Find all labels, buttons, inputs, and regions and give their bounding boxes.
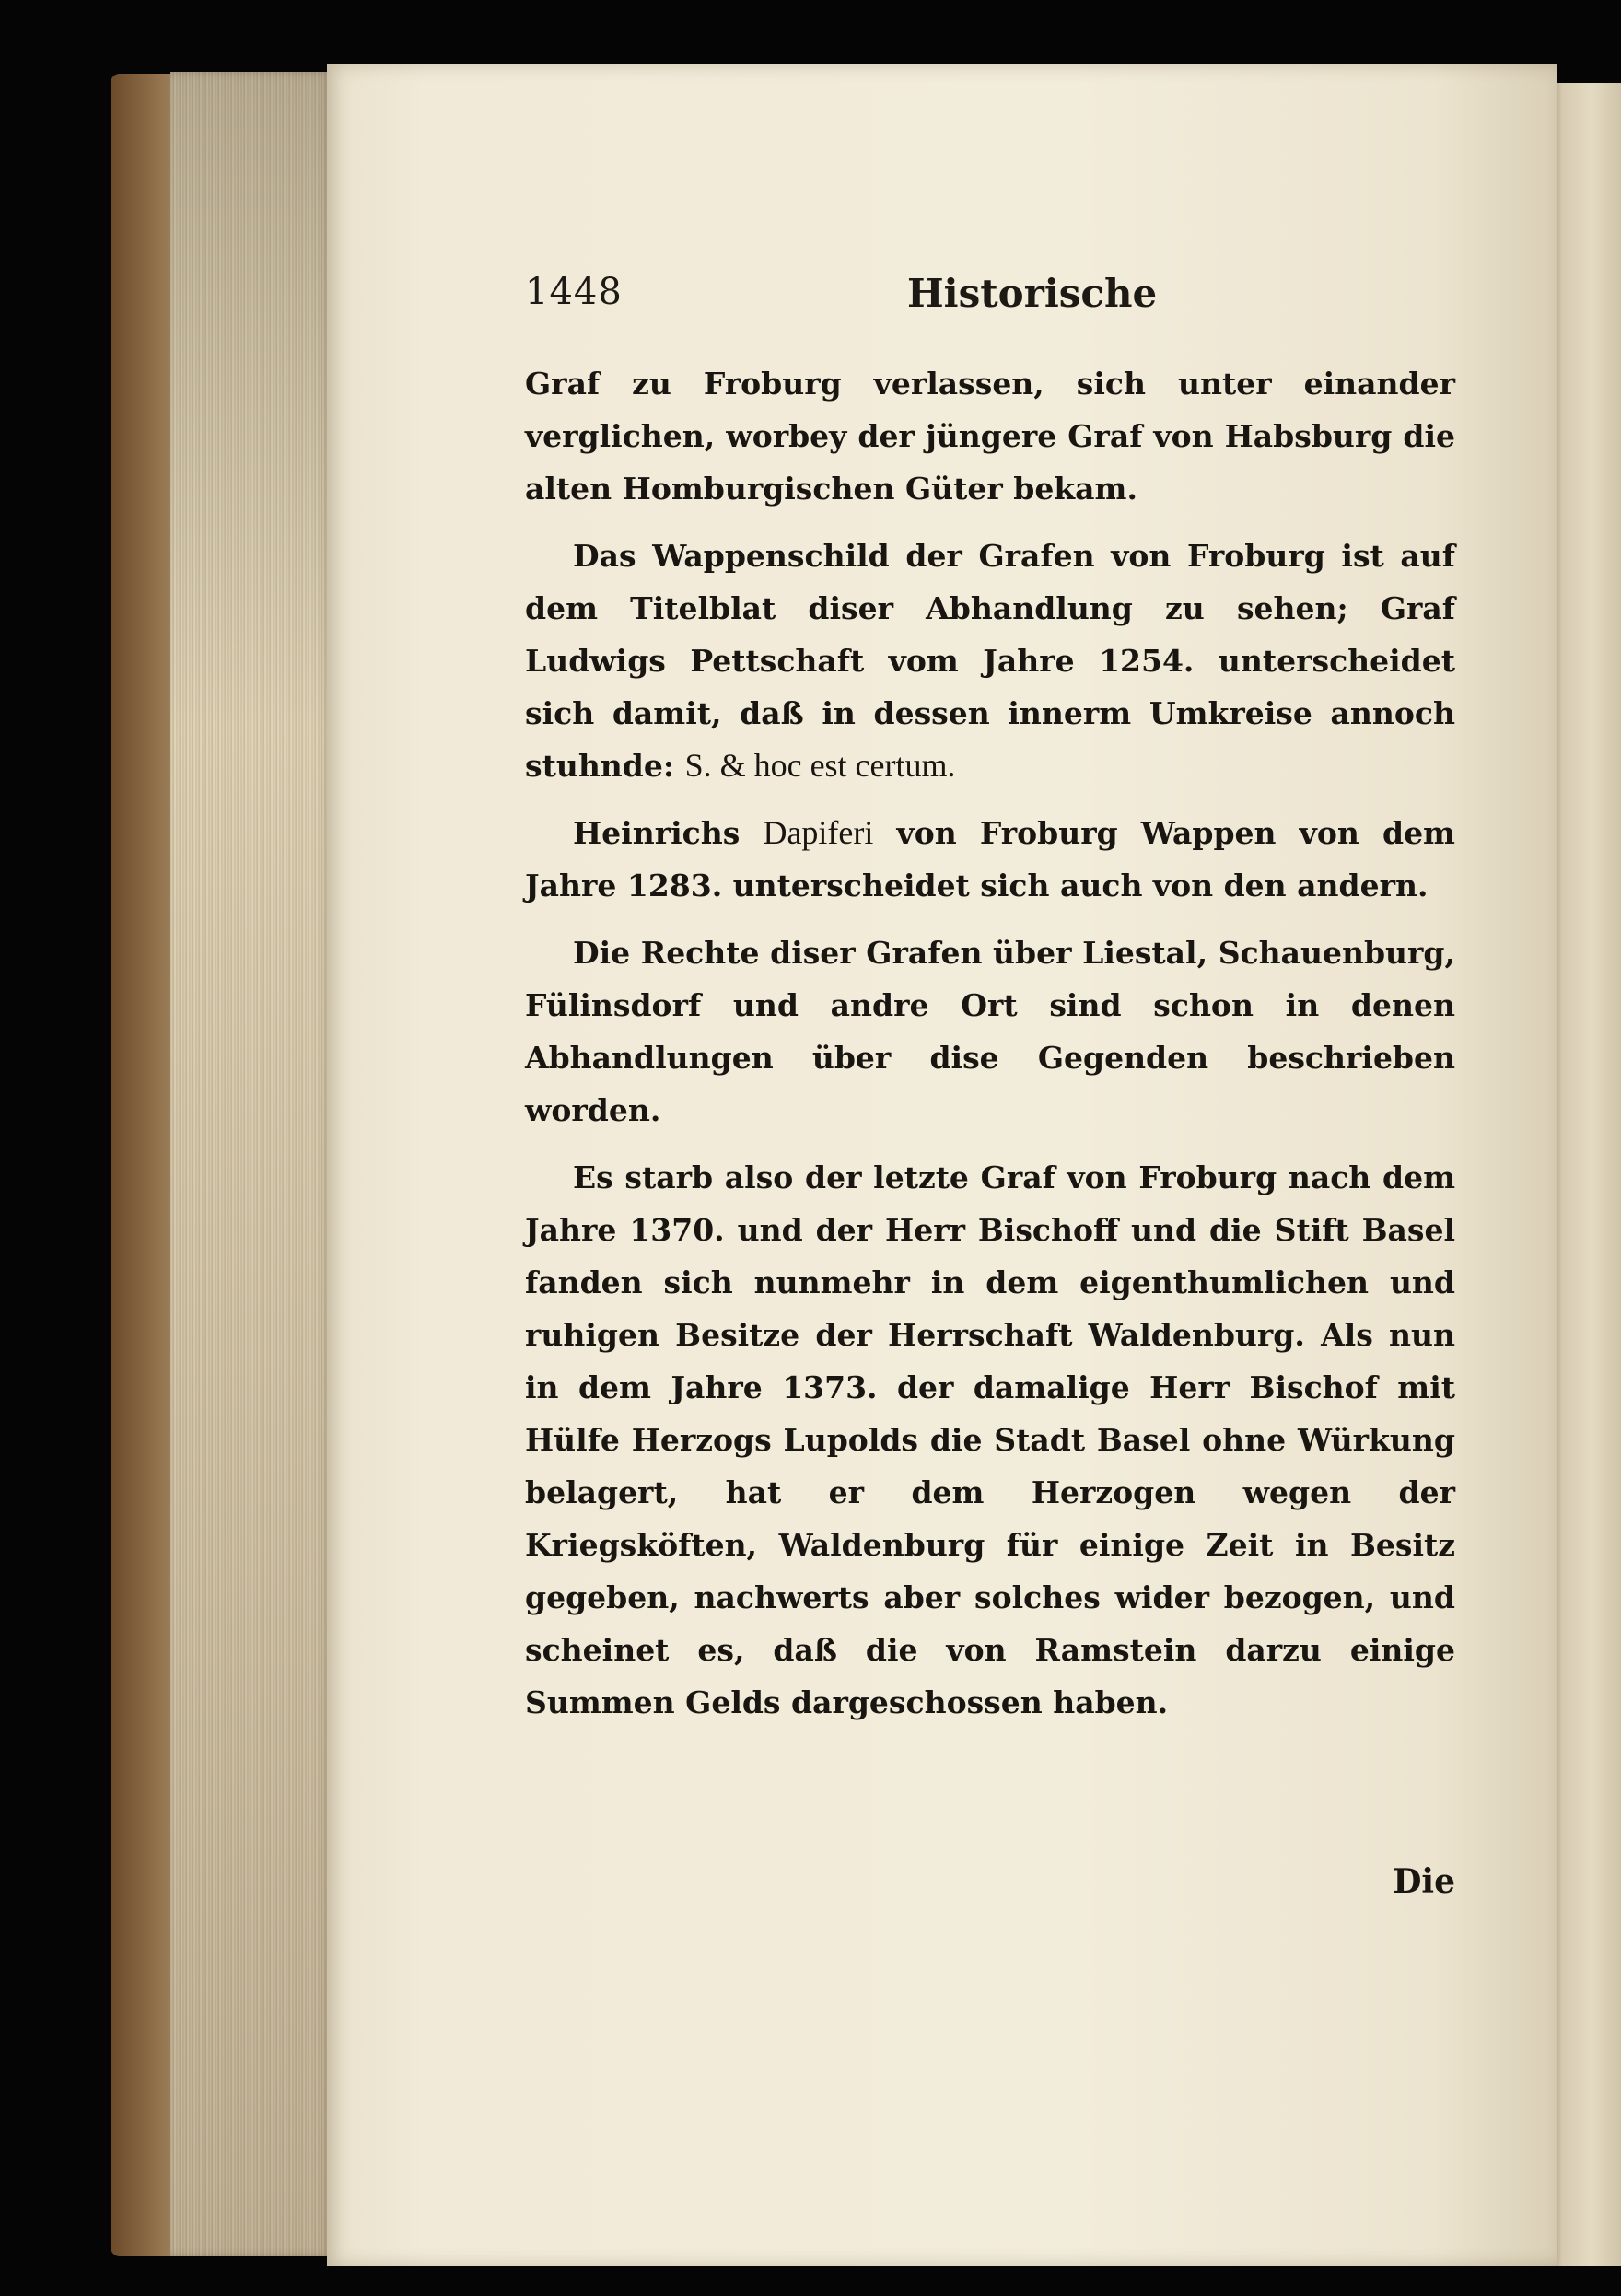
latin-word: Dapiferi [763, 814, 874, 851]
latin-inscription: S. & hoc est certum. [684, 747, 956, 784]
paragraph-4: Die Rechte diser Grafen über Liestal, Schauenburg, Fülinsdorf und andre Ort sind schon in denen Abhandlungen über dise Gegenden beschrieben worden. [525, 935, 1455, 1128]
paragraph-3-rest: von Froburg Wappen von dem Jahre 1283. unterscheidet sich auch von den andern. [525, 815, 1455, 903]
paragraph-3 [525, 807, 1455, 912]
page-number: 1448 [525, 271, 623, 313]
running-head: Historische [907, 271, 1158, 316]
paragraph-2-text: Das Wappenschild der Grafen von Froburg ist auf dem Titelblat diser Abhandlung zu sehen; Graf Ludwigs Pettschaft vom Jahre 1254. unterscheidet sich damit, daß in dessen innerm Umkreise annoch stuhnde: [525, 538, 1455, 784]
paragraph-5: Es starb also der letzte Graf von Froburg nach dem Jahre 1370. und der Herr Bischoff und die Stift Basel fanden sich nunmehr in dem eigenthumlichen und ruhigen Besitze der Herrschaft Waldenburg. Als nun in dem Jahre 1373. der damalige Herr Bischof mit Hülfe Herzogs Lupolds die Stadt Basel ohne Würkung belagert, hat er dem Herzogen wegen der Kriegsköften, Waldenburg für einige Zeit in Besitz gegeben, nachwerts aber solches wider bezogen, und scheinet es, daß die von Ramstein darzu einige Summen Gelds dargeschossen haben. [525, 1160, 1455, 1720]
catchword: Die [1393, 1862, 1455, 1901]
page-header [525, 271, 1455, 326]
facing-page-edge [1547, 83, 1621, 2266]
page-edges [170, 72, 332, 2256]
body-text [525, 357, 1455, 1729]
paragraph-3-start: Heinrichs [573, 815, 741, 851]
paragraph-2 [525, 530, 1455, 792]
paragraph-1: Graf zu Froburg verlassen, sich unter einander verglichen, worbey der jüngere Graf von Habsburg die alten Homburgischen Güter bekam. [525, 366, 1455, 507]
